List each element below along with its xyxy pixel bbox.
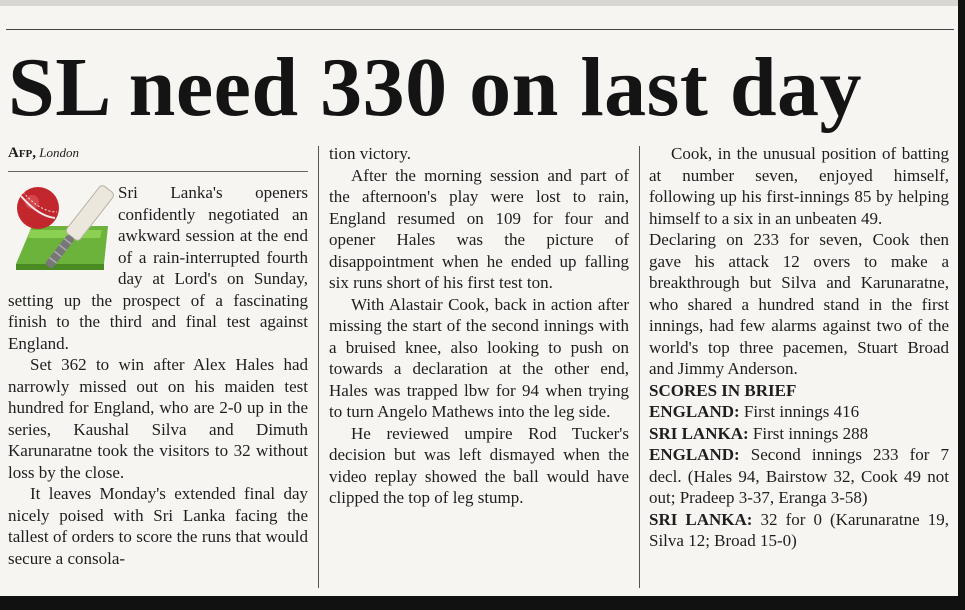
header-rule [6,29,954,30]
scores-heading: SCORES IN BRIEF [649,380,797,400]
score-line [649,423,949,445]
score-line [649,509,949,552]
score-text: First innings 416 [743,402,860,421]
score-team: ENGLAND: [649,402,740,421]
byline-agency: Afp, [8,145,37,161]
paragraph: With Alastair Cook, back in action after missing the start of the second innings with a bruised knee, also looking to push on towards a declaration at the other end, Hales was trapped lbw for 94 when trying to turn Angelo Mathews into the leg side. [329,294,629,421]
paragraph: tion victory. [329,144,411,163]
paragraph: Cook, in the unusual position of batting at number seven, enjoyed himself, following up his first-innings 85 by helping himself to a six in an unbeaten 49. [649,144,949,228]
article-column-1 [8,143,308,569]
headline: SL need 330 on last day [8,41,863,134]
column-divider [318,146,319,588]
byline [8,143,308,163]
article-column-3 [649,143,949,552]
column-divider [639,146,640,588]
paragraph: Declaring on 233 for seven, Cook then gave his attack 12 overs to make a breakthrough but Silva and Karunaratne, who shared a hundred stand in the first innings, had few alarms against two of the world's top three pacemen, Stuart Broad and Jimmy Anderson. [649,230,949,378]
score-team: ENGLAND: [649,445,740,464]
score-text: First innings 288 [752,423,869,443]
paragraph: It leaves Monday's extended final day nicely poised with Sri Lanka facing the tallest of orders to score the runs that would secure a consola- [8,484,308,568]
score-text: 32 for 0 (Karunaratne 19, Silva 12; Broad 15-0) [649,509,949,550]
byline-place: London [39,145,80,160]
score-team: SRI LANKA: [649,509,753,529]
score-line [649,401,949,423]
paragraph: After the morning session and part of the afternoon's play were lost to rain, England resumed on 109 for four and opener Hales was the picture of disappointment when he ended up falling six runs short of his first test ton. [329,165,629,292]
cricket-ball-bat-icon [8,182,114,282]
score-text: Second innings 233 for 7 decl. (Hales 94, Bairstow 32, Cook 49 not out; Pradeep 3-37, Eranga 3-58) [649,445,949,507]
article-column-2 [329,143,629,509]
paragraph: Sri Lanka's openers confidently negotiated an awkward session at the end of a rain-interrupted fourth day at Lord's on Sunday, setting up the prospect of a fascinating finish to the third and final test against England. [8,183,308,353]
paragraph: Set 362 to win after Alex Hales had narrowly missed out on his maiden test hundred for England, who are 2-0 up in the series, Kaushal Silva and Dimuth Karunaratne took the visitors to 32 without loss by the close. [8,355,308,482]
score-line [649,444,949,509]
paragraph: He reviewed umpire Rod Tucker's decision but was left dismayed when the video replay showed the ball would have clipped the top of leg stump. [329,423,629,507]
score-team: SRI LANKA: [649,423,749,443]
byline-rule [8,171,308,172]
top-strip [0,0,958,6]
